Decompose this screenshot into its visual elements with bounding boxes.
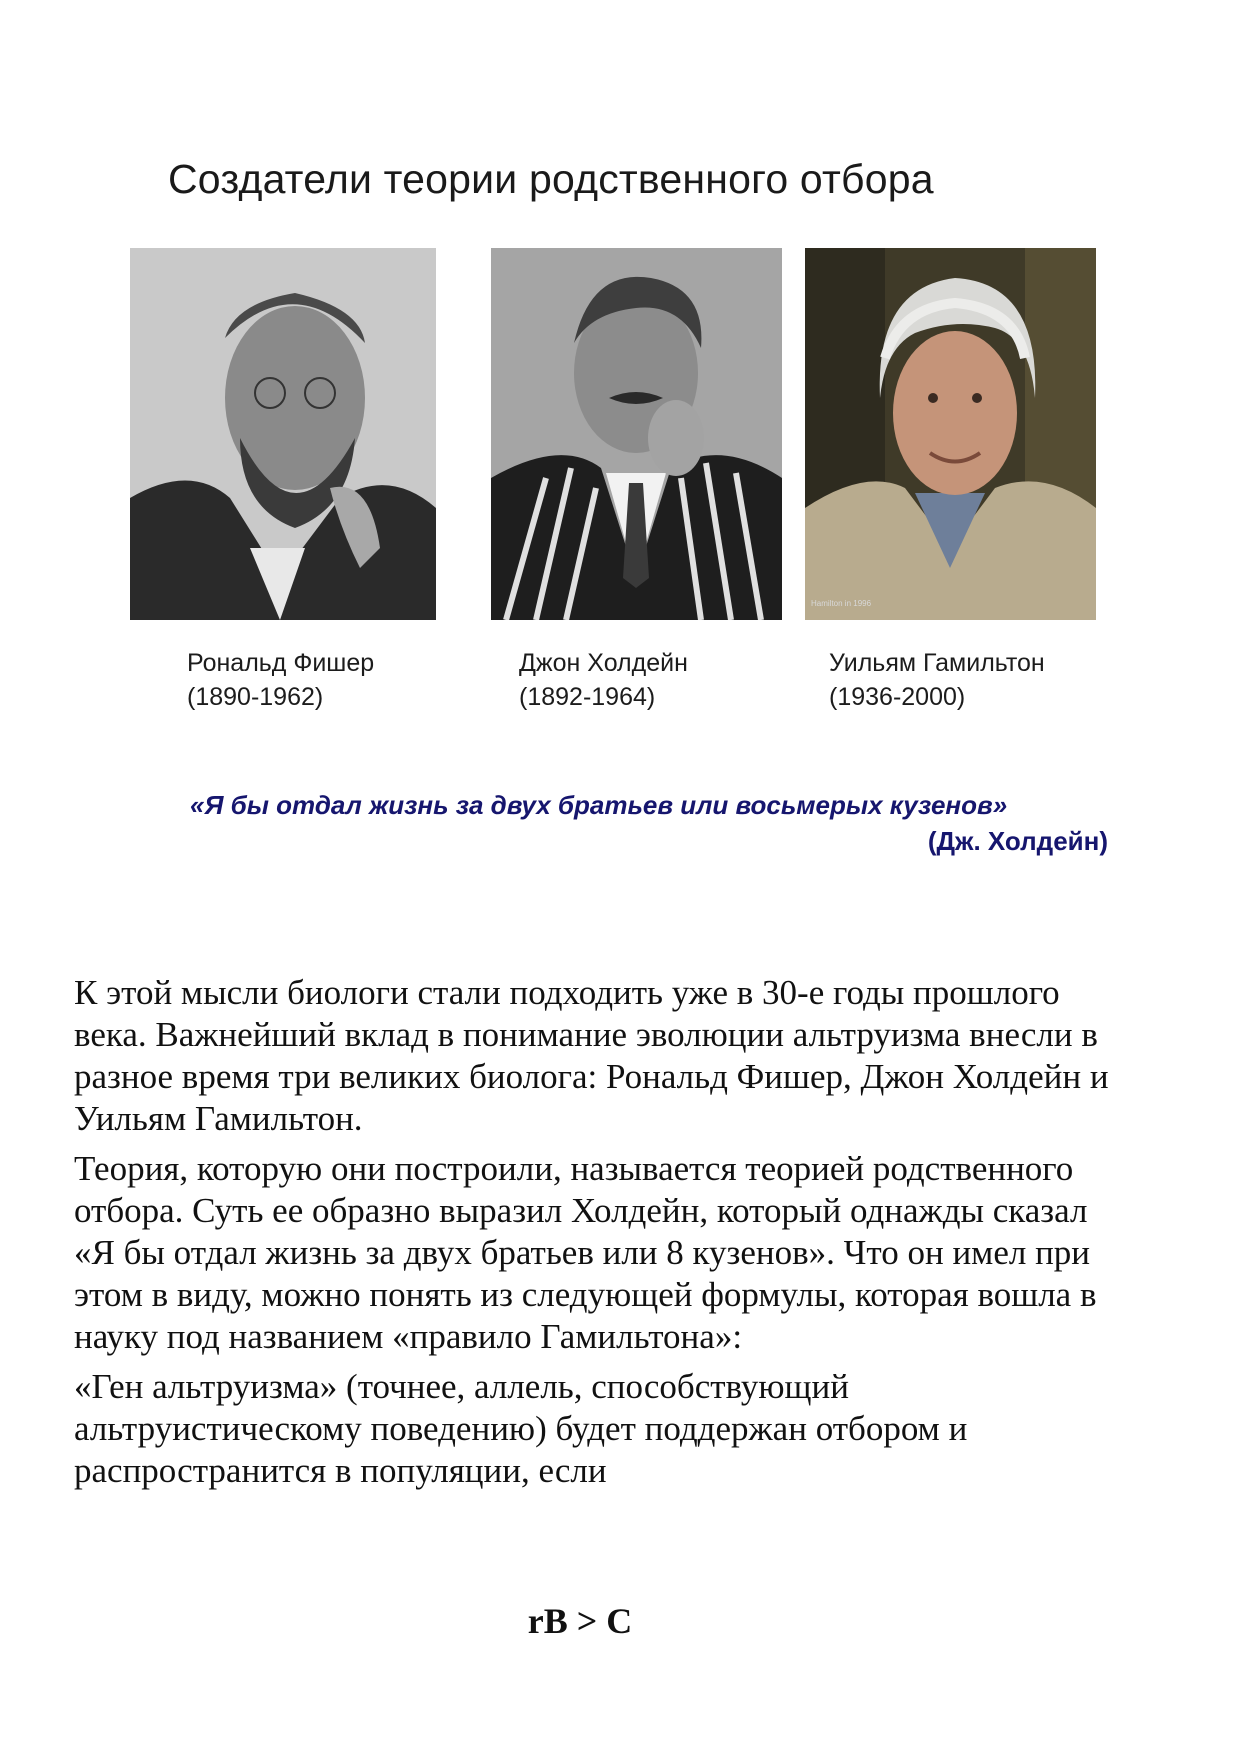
person-years: (1936-2000) bbox=[829, 683, 966, 711]
hamilton-rule-formula: rB > C bbox=[527, 1601, 633, 1641]
person-years: (1892-1964) bbox=[519, 683, 656, 711]
portrait-fisher bbox=[130, 248, 436, 620]
person-name: Рональд Фишер bbox=[187, 649, 375, 677]
photo-caption: Hamilton in 1996 bbox=[811, 599, 872, 608]
person-name: Уильям Гамильтон bbox=[829, 649, 1045, 677]
person-years: (1890-1962) bbox=[187, 683, 324, 711]
person-haldane bbox=[519, 646, 688, 714]
slide-title: Создатели теории родственного отбора bbox=[168, 156, 934, 202]
person-fisher bbox=[187, 646, 374, 714]
paragraph: Теория, которую они построили, называется теорией родственного отбора. Суть ее образно выразил Холдейн, который однажды сказал «Я бы отдал жизнь за двух братьев или 8 кузенов». Что он имел при этом в виду, можно понять из следующей формулы, которая вошла в науку под названием «правило Гамильтона»: bbox=[74, 1149, 1097, 1356]
person-hamilton bbox=[829, 646, 1045, 714]
paragraph: «Ген альтруизма» (точнее, аллель, способствующий альтруистическому поведению) будет поддержан отбором и распространится в популяции, если bbox=[74, 1367, 968, 1490]
portrait-hamilton bbox=[805, 248, 1096, 620]
portrait-haldane bbox=[491, 248, 782, 620]
person-name: Джон Холдейн bbox=[519, 649, 688, 677]
paragraph: К этой мысли биологи стали подходить уже в 30-е годы прошлого века. Важнейший вклад в понимание эволюции альтруизма внесли в разное время три великих биолога: Рональд Фишер, Джон Холдейн и Уильям Гамильтон. bbox=[74, 973, 1109, 1138]
quote-author: (Дж. Холдейн) bbox=[927, 826, 1108, 856]
article-body bbox=[74, 972, 1134, 1500]
haldane-quote: «Я бы отдал жизнь за двух братьев или восьмерых кузенов» bbox=[190, 790, 1008, 820]
